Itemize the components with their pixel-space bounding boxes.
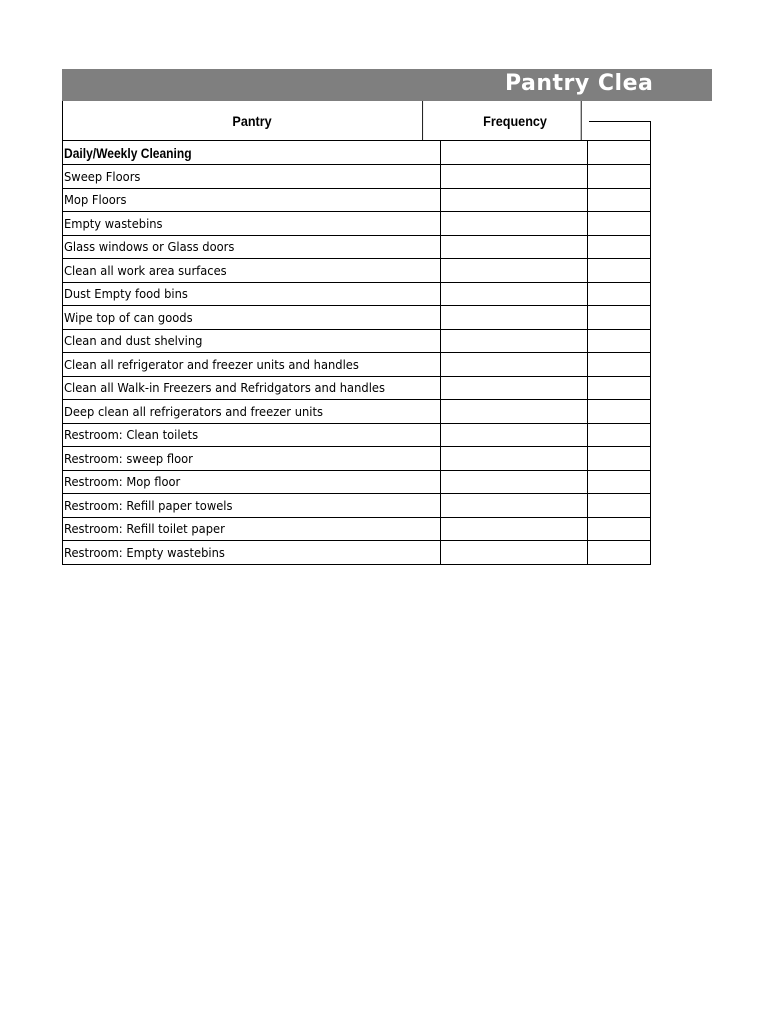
frequency-cell[interactable]	[441, 471, 588, 494]
table-row	[62, 283, 651, 307]
table-row	[62, 494, 651, 518]
frequency-cell[interactable]	[441, 306, 588, 329]
frequency-cell[interactable]	[441, 541, 588, 564]
table-row	[62, 165, 651, 189]
task-cell[interactable]	[63, 518, 441, 541]
table-row	[62, 306, 651, 330]
task-cell[interactable]	[63, 189, 441, 212]
frequency-cell[interactable]	[441, 400, 588, 423]
table-row	[62, 447, 651, 471]
frequency-cell[interactable]	[441, 424, 588, 447]
task-cell[interactable]	[63, 471, 441, 494]
task-label: Restroom: Empty wastebins	[64, 544, 225, 560]
task-label: Restroom: Refill toilet paper	[64, 521, 225, 537]
table-row	[62, 330, 651, 354]
task-cell[interactable]	[63, 447, 441, 470]
check-cell[interactable]	[588, 518, 651, 541]
header-pantry[interactable]: Pantry	[82, 101, 423, 140]
task-label: Clean all work area surfaces	[64, 262, 227, 278]
check-cell[interactable]	[588, 494, 651, 517]
frequency-cell[interactable]	[441, 330, 588, 353]
check-cell[interactable]	[588, 165, 651, 188]
header-extra-cell[interactable]	[589, 121, 651, 140]
table-row	[62, 212, 651, 236]
frequency-cell[interactable]	[441, 353, 588, 376]
task-cell[interactable]	[63, 283, 441, 306]
task-label: Empty wastebins	[64, 215, 163, 231]
table-row	[62, 377, 651, 401]
cleaning-checklist-table	[62, 101, 651, 565]
frequency-cell[interactable]	[441, 283, 588, 306]
check-cell[interactable]	[588, 306, 651, 329]
task-label: Clean all refrigerator and freezer units and handles	[64, 356, 359, 372]
check-cell[interactable]	[588, 471, 651, 494]
check-cell[interactable]	[588, 377, 651, 400]
task-label: Dust Empty food bins	[64, 286, 188, 302]
frequency-cell[interactable]	[441, 141, 588, 164]
table-row	[62, 424, 651, 448]
task-cell[interactable]	[63, 377, 441, 400]
header-frequency[interactable]: Frequency	[449, 101, 581, 140]
table-row	[62, 189, 651, 213]
task-label: Mop Floors	[64, 192, 127, 208]
task-label: Restroom: Refill paper towels	[64, 497, 233, 513]
task-cell[interactable]	[63, 400, 441, 423]
table-row	[62, 541, 651, 565]
table-row	[62, 353, 651, 377]
table-row	[62, 236, 651, 260]
frequency-cell[interactable]	[441, 447, 588, 470]
check-cell[interactable]	[588, 141, 651, 164]
task-cell[interactable]	[63, 165, 441, 188]
check-cell[interactable]	[588, 353, 651, 376]
table-row	[62, 259, 651, 283]
frequency-cell[interactable]	[441, 377, 588, 400]
task-label: Restroom: Mop floor	[64, 474, 181, 490]
task-cell[interactable]	[63, 424, 441, 447]
section-label: Daily/Weekly Cleaning	[64, 144, 192, 161]
task-label: Glass windows or Glass doors	[64, 239, 235, 255]
task-cell[interactable]	[63, 236, 441, 259]
header-row	[62, 101, 651, 141]
table-row	[62, 518, 651, 542]
frequency-cell[interactable]	[441, 236, 588, 259]
check-cell[interactable]	[588, 400, 651, 423]
section-row	[62, 141, 651, 165]
check-cell[interactable]	[588, 259, 651, 282]
frequency-cell[interactable]	[441, 518, 588, 541]
task-label: Restroom: Clean toilets	[64, 427, 199, 443]
frequency-cell[interactable]	[441, 259, 588, 282]
check-cell[interactable]	[588, 189, 651, 212]
check-cell[interactable]	[588, 424, 651, 447]
frequency-cell[interactable]	[441, 165, 588, 188]
check-cell[interactable]	[588, 447, 651, 470]
table-row	[62, 471, 651, 495]
task-cell[interactable]	[63, 212, 441, 235]
task-cell[interactable]	[63, 306, 441, 329]
task-cell[interactable]	[63, 259, 441, 282]
section-label-cell[interactable]	[63, 141, 441, 164]
page-title: Pantry Clea	[505, 71, 654, 96]
task-label: Wipe top of can goods	[64, 309, 193, 325]
check-cell[interactable]	[588, 330, 651, 353]
frequency-cell[interactable]	[441, 189, 588, 212]
check-cell[interactable]	[588, 283, 651, 306]
check-cell[interactable]	[588, 541, 651, 564]
task-cell[interactable]	[63, 330, 441, 353]
task-label: Clean all Walk-in Freezers and Refridgators and handles	[64, 380, 385, 396]
check-cell[interactable]	[588, 212, 651, 235]
task-label: Clean and dust shelving	[64, 333, 203, 349]
task-label: Restroom: sweep floor	[64, 450, 193, 466]
task-cell[interactable]	[63, 494, 441, 517]
check-cell[interactable]	[588, 236, 651, 259]
task-cell[interactable]	[63, 541, 441, 564]
task-cell[interactable]	[63, 353, 441, 376]
frequency-cell[interactable]	[441, 212, 588, 235]
frequency-cell[interactable]	[441, 494, 588, 517]
task-label: Deep clean all refrigerators and freezer units	[64, 403, 323, 419]
task-label: Sweep Floors	[64, 168, 141, 184]
title-bar	[62, 69, 712, 101]
table-row	[62, 400, 651, 424]
